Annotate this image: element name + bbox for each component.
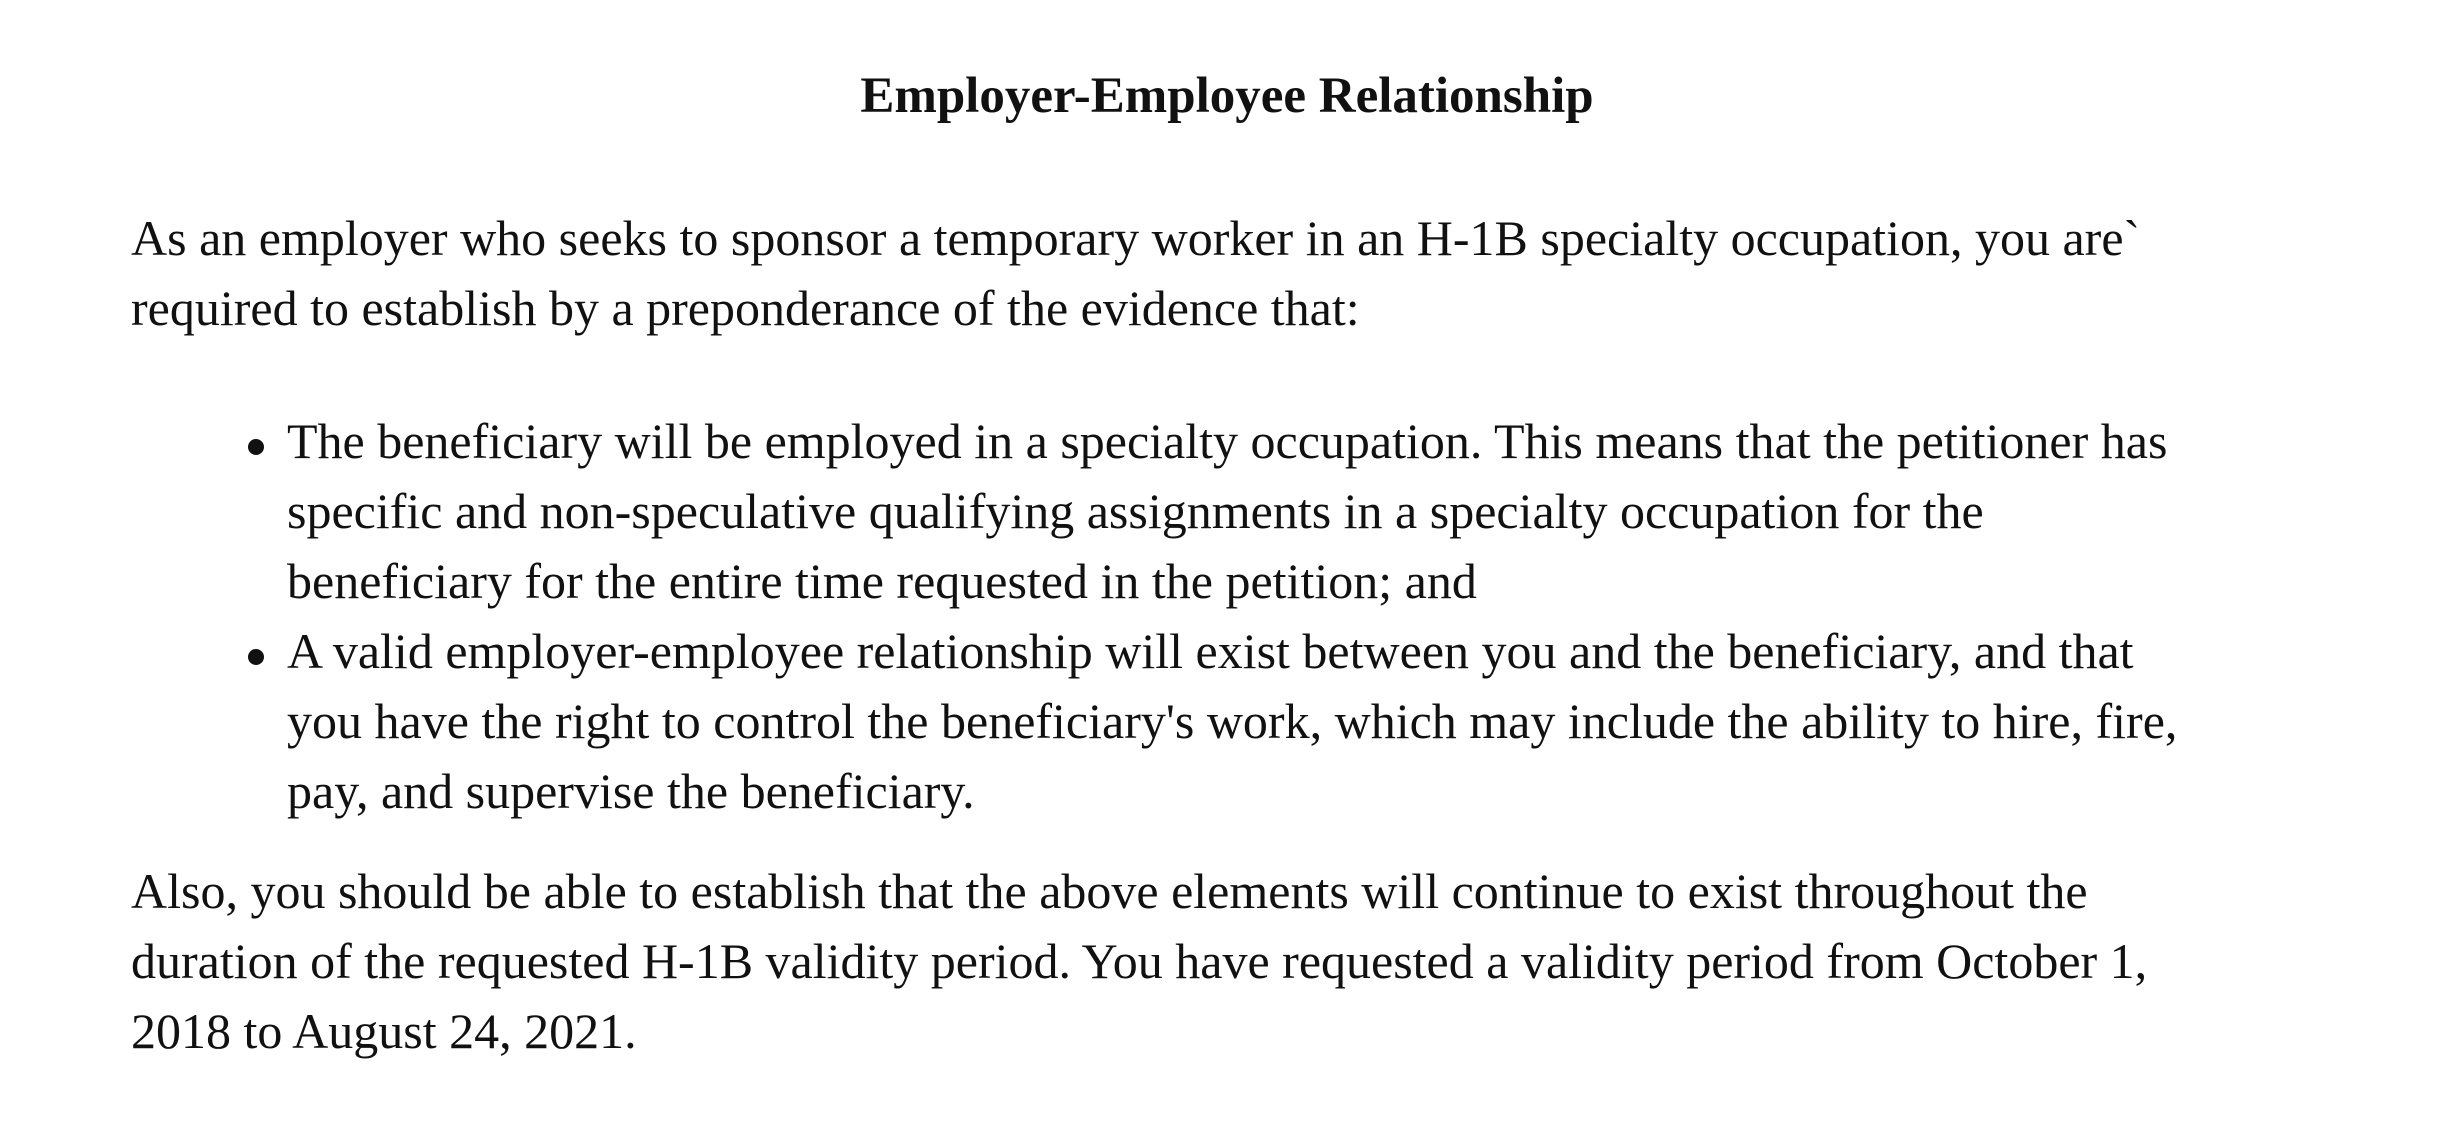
closing-line: 2018 to August 24, 2021. <box>131 1003 637 1059</box>
page-title: Employer-Employee Relationship <box>860 68 1594 124</box>
closing-paragraph <box>131 856 2147 1066</box>
bullet-icon <box>248 649 264 665</box>
closing-line: Also, you should be able to establish that the above elements will continue to exist throughout the <box>131 863 2088 919</box>
bullet-icon <box>248 439 264 455</box>
list-item-line: you have the right to control the beneficiary's work, which may include the ability to hire, fire, <box>287 693 2178 749</box>
requirements-list <box>0 406 2177 826</box>
list-item-line: pay, and supervise the beneficiary. <box>287 763 975 819</box>
list-item-line: beneficiary for the entire time requested in the petition; and <box>287 553 1477 609</box>
intro-line: required to establish by a preponderance of the evidence that: <box>131 280 1360 336</box>
list-item <box>0 616 2177 826</box>
list-item-line: specific and non-speculative qualifying assignments in a specialty occupation for the <box>287 483 1984 539</box>
list-item-line: The beneficiary will be employed in a specialty occupation. This means that the petitioner has <box>287 413 2168 469</box>
list-item-line: A valid employer-employee relationship will exist between you and the beneficiary, and that <box>287 623 2134 679</box>
list-item <box>0 406 2177 616</box>
closing-line: duration of the requested H-1B validity period. You have requested a validity period from October 1, <box>131 933 2148 989</box>
intro-paragraph <box>131 203 2140 343</box>
intro-line: As an employer who seeks to sponsor a temporary worker in an H-1B specialty occupation, you are` <box>131 210 2141 266</box>
